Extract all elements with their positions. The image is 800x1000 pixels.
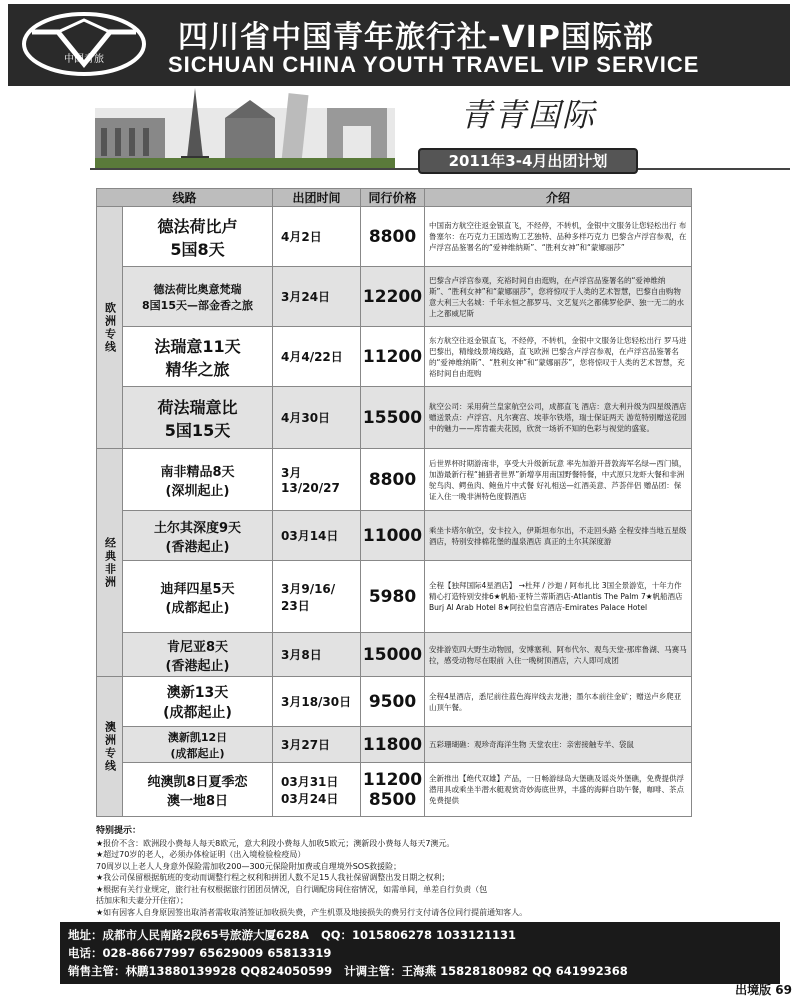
- route-cell: 肯尼亚8天 (香港起止): [123, 633, 273, 677]
- price-cell: 15500: [361, 387, 425, 449]
- table-row: [97, 449, 692, 511]
- staff-line: [68, 962, 772, 980]
- route-cell: 澳新13天 (成都起止): [123, 677, 273, 727]
- phone-line: [68, 944, 772, 962]
- notes-title: 特别提示：: [96, 826, 142, 836]
- address-label: 地址：: [68, 928, 103, 942]
- table-row: [97, 267, 692, 327]
- region-europe: 欧洲专线: [97, 207, 123, 449]
- route-cell: 德法荷比奥意梵瑞 8国15天—部金香之旅: [123, 267, 273, 327]
- price-cell: 12200: [361, 267, 425, 327]
- svg-text:中国青旅: 中国青旅: [64, 54, 104, 65]
- note-item: ★我公司保留根据航班的变动而调整行程之权利和拼团人数不足15人我社保留调整出发日期之权利；: [96, 873, 450, 882]
- date-cell: 4月4/22日: [273, 327, 361, 387]
- header-desc: 介绍: [425, 189, 692, 207]
- route-cell: 纯澳凯8日夏季恋 澳一地8日: [123, 763, 273, 817]
- page-section: 出境版: [735, 983, 772, 997]
- table-row: [97, 763, 692, 817]
- region-oceania: 澳洲专线: [97, 677, 123, 817]
- cyts-logo-icon: [18, 10, 150, 78]
- table-row: [97, 561, 692, 633]
- route-cell: 迪拜四星5天 (成都起止): [123, 561, 273, 633]
- note-item: ★根据有关行业规定，旅行社有权根据旅行团团员情况，自行调配房间住宿情况，如需单间，单差自行负责（包: [96, 884, 488, 894]
- agency-subtitle: SICHUAN CHINA YOUTH TRAVEL VIP SERVICE: [168, 52, 700, 77]
- desc-cell: 中国南方航空往返金银直飞，不经停，不转机，金银中文服务让您轻松出行 布鲁塞尔：在巧克力王国选购工艺独特、品种多样巧克力 巴黎含卢浮宫参观，在卢浮宫品鉴署名的“爱神维纳斯”、“胜利女神”和“蒙娜丽莎”: [425, 207, 692, 267]
- route-cell: 土尔其深度9天 (香港起止): [123, 511, 273, 561]
- desc-cell: 五彩珊瑚礁：观珍奇海洋生物 天堂农庄：亲密接触专羊、袋鼠: [425, 727, 692, 763]
- phone-value: 028-86677997 65629009 65813319: [102, 946, 332, 960]
- date-cell: 3月9/16/ 23日: [273, 561, 361, 633]
- op-value: 王海燕 15828180982 QQ 641992368: [401, 964, 628, 978]
- header-date: 出团时间: [273, 189, 361, 207]
- price-cell: 8800: [361, 449, 425, 511]
- table-header-row: [97, 189, 692, 207]
- brand-script: 青青国际: [460, 96, 597, 134]
- note-item: ★超过70岁的老人，必须办体检证明（出入境检验检疫局）: [96, 850, 306, 859]
- route-cell: 法瑞意11天 精华之旅: [123, 327, 273, 387]
- price-cell: 11800: [361, 727, 425, 763]
- price-cell: 11200 8500: [361, 763, 425, 817]
- date-cell: 03月31日 03月24日: [273, 763, 361, 817]
- price-cell: 11200: [361, 327, 425, 387]
- price-cell: 11000: [361, 511, 425, 561]
- table-row: [97, 511, 692, 561]
- phone-label: 电话：: [68, 946, 103, 960]
- page-number: [735, 981, 792, 998]
- note-item: 70周岁以上老人人身意外保险需加收200—300元保险附加费或自理境外SOS救援险；: [96, 861, 402, 871]
- contact-footer: [60, 922, 780, 984]
- date-cell: 3月8日: [273, 633, 361, 677]
- desc-cell: 乘坐卡塔尔航空，安卡拉入，伊斯坦布尔出，不走回头路 全程安排当地五星级酒店，特别安排棉花堡的温泉酒店 真正的土尔其深度游: [425, 511, 692, 561]
- plan-badge: 2011年3-4月出团计划: [418, 148, 638, 174]
- desc-cell: 后世界杯时期游南非，享受大升级新玩意 率先加游开普敦海军名绿—西门镇，加游最新行程“捕猎者世界”新增享用南国野餐特餐，中式原只龙虾大餐和非洲鸵鸟肉、鳄鱼肉、鲍鱼片中式餐 好礼相送—红酒美意、芦荟伴侣 赠品团：保证入住一晚非洲特色度假酒店: [425, 449, 692, 511]
- region-africa: 经典非洲: [97, 449, 123, 677]
- table-row: [97, 387, 692, 449]
- table-row: [97, 207, 692, 267]
- header-banner: [8, 4, 790, 86]
- price-cell: 8800: [361, 207, 425, 267]
- date-cell: 3月27日: [273, 727, 361, 763]
- note-item: ★报价不含：欧洲段小费每人每天8欧元，意大利段小费每人加收5欧元；澳新段小费每人每天7澳元。: [96, 838, 455, 848]
- sales-value: 林鹏13880139928 QQ824050599: [125, 964, 333, 978]
- header-price: 同行价格: [361, 189, 425, 207]
- sales-label: 销售主管：: [68, 964, 126, 978]
- date-cell: 3月18/30日: [273, 677, 361, 727]
- address-value: 成都市人民南路2段65号旅游大厦628A: [102, 928, 309, 942]
- desc-cell: 东方航空往返金银直飞，不经停，不转机，金银中文服务让您轻松出行 罗马进巴黎出，精缘线景境线路，直飞欧洲 巴黎含卢浮宫参观，在卢浮宫品鉴署名的“爱神维纳斯”、“胜利女神”和“蒙娜丽莎”，您将惊叹于人类的艺术智慧，充裕时间自由逛购: [425, 327, 692, 387]
- price-cell: 15000: [361, 633, 425, 677]
- desc-cell: 全程【独拜国际4星酒店】 →杜拜 / 沙迦 / 阿布扎比 3国全景游览，十年力作精心打造特别安排6★帆船-亚特兰蒂斯酒店-Atlantis The Palm 7★帆船酒店 Burj Al Arab Hotel 8★阿拉伯皇宫酒店-Emirates Palace Hotel: [425, 561, 692, 633]
- desc-cell: 航空公司：采用荷兰皇家航空公司，成都直飞 酒店：意大利升级为四星级酒店 赠送景点：卢浮宫、凡尔赛宫、埃菲尔铁塔，瑞士保证两天 游览特别赠送花园中的魅力——库肯霍夫花园，欣赏一场祈不知的色彩与视觉的盛宴。: [425, 387, 692, 449]
- qq-label: QQ：: [320, 928, 352, 942]
- table-row: [97, 327, 692, 387]
- landmarks-illustration: [95, 88, 395, 168]
- route-cell: 荷法瑞意比 5国15天: [123, 387, 273, 449]
- date-cell: 3月24日: [273, 267, 361, 327]
- route-cell: 德法荷比卢 5国8天: [123, 207, 273, 267]
- date-cell: 4月30日: [273, 387, 361, 449]
- special-notes: [96, 826, 692, 918]
- price-cell: 9500: [361, 677, 425, 727]
- date-cell: 03月14日: [273, 511, 361, 561]
- route-cell: 澳新凯12日 (成都起止): [123, 727, 273, 763]
- table-row: [97, 677, 692, 727]
- table-row: [97, 727, 692, 763]
- date-cell: 3月 13/20/27: [273, 449, 361, 511]
- price-cell: 5980: [361, 561, 425, 633]
- page-num: 69: [775, 983, 792, 997]
- op-label: 计调主管：: [344, 964, 402, 978]
- header-route: 线路: [97, 189, 273, 207]
- desc-cell: 全程4星酒店，悉尼前往蓝色海岸线去龙港；墨尔本前往金矿；赠送卢乡爬亚山顶午餐。: [425, 677, 692, 727]
- agency-title: 四川省中国青年旅行社-VIP国际部: [178, 20, 654, 55]
- table-row: [97, 633, 692, 677]
- desc-cell: 安排游览四大野生动物园，安博塞利、阿布代尔、观鸟天堂-那库鲁湖、马赛马拉，感受动物尽在眼前 入住一晚树顶酒店，六人即可成团: [425, 633, 692, 677]
- route-cell: 南非精品8天 (深圳起止): [123, 449, 273, 511]
- note-item: 括加床和夫妻分开住宿）；: [96, 896, 188, 905]
- tour-table: [96, 188, 692, 817]
- qq-value: 1015806278 1033121131: [352, 928, 517, 942]
- note-item: ★如有因客人自身原因签出取消者需收取消签证加收损失费，产生机票及地接损失的费另行支付请各位同行提前通知客人。: [96, 907, 528, 917]
- date-cell: 4月2日: [273, 207, 361, 267]
- address-line: [68, 926, 772, 944]
- desc-cell: 全新推出【绝代双雄】产品，一日畅游绿岛大堡礁及谣炎外堡礁，免费提供浮潜用具或乘坐半潜水艇观赏奇妙海底世界，丰盛的海鲜自助午餐，咖啡、茶点免费提供: [425, 763, 692, 817]
- desc-cell: 巴黎含卢浮宫参观，充裕时间自由逛购，在卢浮宫品鉴署名的“爱神维纳斯”、“胜利女神”和“蒙娜丽莎”，您将惊叹于人类的艺术智慧，巴黎自由购物 意大利三大名城：千年永恒之都罗马、文艺复兴之都佛罗伦萨、独一无二的水上之都威尼斯: [425, 267, 692, 327]
